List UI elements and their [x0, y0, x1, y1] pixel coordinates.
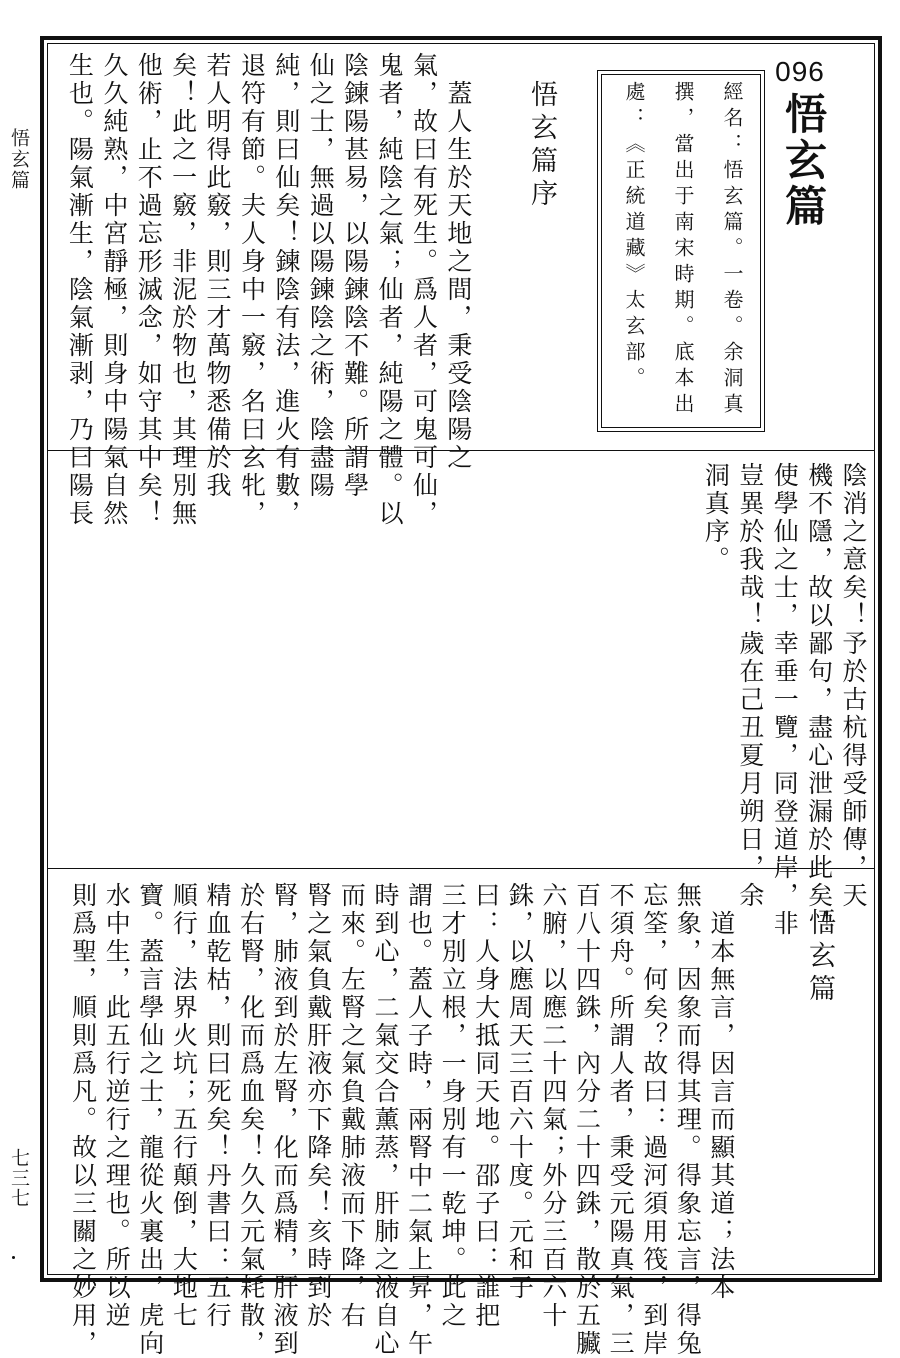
margin-page-number: 七三七 [8, 1148, 30, 1208]
catalog-title: 悟玄篇 [779, 92, 828, 230]
info-line: 經名：悟玄篇。一卷。余洞真 [720, 81, 744, 419]
text-line: 退符有節。夫人身中一竅，名曰玄牝， [237, 52, 267, 528]
main-heading: 悟玄篇 [804, 908, 835, 1007]
preface-text-middle [698, 462, 870, 938]
text-line: 無象，因象而得其理。得象忘言，得兔 [673, 882, 703, 1358]
text-line: 腎，肺液到於左腎，化而爲精，肝液到 [270, 882, 300, 1358]
text-line: 久久純熟，中宮靜極，則身中陽氣自然 [99, 52, 129, 528]
text-line: 仙之士，無過以陽鍊陰之術，陰盡陽 [306, 52, 336, 500]
text-line: 陰消之意矣！予於古杭得受師傳，天 [839, 462, 869, 910]
text-line: 氣，故曰有死生。爲人者，可鬼可仙， [409, 52, 439, 528]
preface-text-top [62, 52, 475, 528]
text-line: 寶。蓋言學仙之士，龍從火裏出，虎向 [135, 882, 165, 1358]
catalog-number: 096 [775, 56, 825, 87]
info-line: 處：《正統道藏》太玄部。 [622, 81, 646, 393]
text-line: 百八十四銖，內分二十四銖，散於五臟 [572, 882, 602, 1358]
text-line: 豈異於我哉！歲在己丑夏月朔日，余 [735, 462, 765, 910]
text-line: 生也。陽氣漸生，陰氣漸剥，乃曰陽長 [65, 52, 95, 528]
text-line: 則爲聖，順則爲凡。故以三關之妙用， [68, 882, 98, 1358]
text-line: 曰：人身大抵同天地。邵子曰：誰把 [471, 882, 501, 1330]
text-line: 水中生，此五行逆行之理也。所以逆 [102, 882, 132, 1330]
text-line: 忘筌，何矣？故曰：過河須用筏，到岸 [639, 882, 669, 1358]
text-line: 洞真序。 [701, 462, 731, 574]
catalog-info-text [609, 81, 756, 419]
text-line: 矣！此之一竅，非泥於物也，其理別無 [168, 52, 198, 528]
margin-dot [12, 1256, 15, 1259]
text-line: 順行，法界火坑；五行顛倒，大地七 [169, 882, 199, 1330]
text-line: 銖，以應周天三百六十度。元和子 [505, 882, 535, 1302]
text-line: 而來。左腎之氣負戴肺液而下降，右 [337, 882, 367, 1330]
main-text [66, 882, 738, 1358]
text-line: 腎之氣負戴肝液亦下降矣！亥時到於 [303, 882, 333, 1330]
text-line: 不須舟。所謂人者，秉受元陽真氣，三 [606, 882, 636, 1358]
text-line: 若人明得此竅，則三才萬物悉備於我 [203, 52, 233, 500]
text-line: 道本無言，因言而顯其道；法本 [706, 882, 736, 1302]
margin-book-title: 悟玄篇 [8, 128, 30, 191]
info-line: 撰，當出于南宋時期。底本出 [671, 81, 695, 419]
text-line: 使學仙之士，幸垂一覽，同登道岸，非 [770, 462, 800, 938]
text-line: 機不隱，故以鄙句，盡心泄漏於此矣！ [804, 462, 834, 938]
text-line: 純，則曰仙矣！鍊陰有法，進火有數， [271, 52, 301, 528]
text-line: 精血乾枯，則曰死矣！丹書曰：五行 [202, 882, 232, 1330]
text-line: 他術，止不過忘形滅念，如守其中矣！ [134, 52, 164, 528]
text-line: 於右腎，化而爲血矣！久久元氣耗散， [236, 882, 266, 1358]
text-line: 蓋人生於天地之間，秉受陰陽之 [443, 52, 473, 472]
text-line: 三才別立根，一身別有一乾坤。此之 [438, 882, 468, 1330]
catalog-info-box [597, 70, 765, 432]
text-line: 六腑，以應二十四氣；外分三百六十 [538, 882, 568, 1330]
text-line: 鬼者，純陰之氣；仙者，純陽之體。以 [375, 52, 405, 528]
text-line: 謂也。蓋人子時，兩腎中二氣上昇，午 [404, 882, 434, 1358]
preface-heading: 悟玄篇序 [526, 80, 557, 212]
text-line: 時到心，二氣交合薰蒸，肝肺之液自心 [370, 882, 400, 1358]
text-line: 陰鍊陽甚易，以陽鍊陰不難。所謂學 [340, 52, 370, 500]
